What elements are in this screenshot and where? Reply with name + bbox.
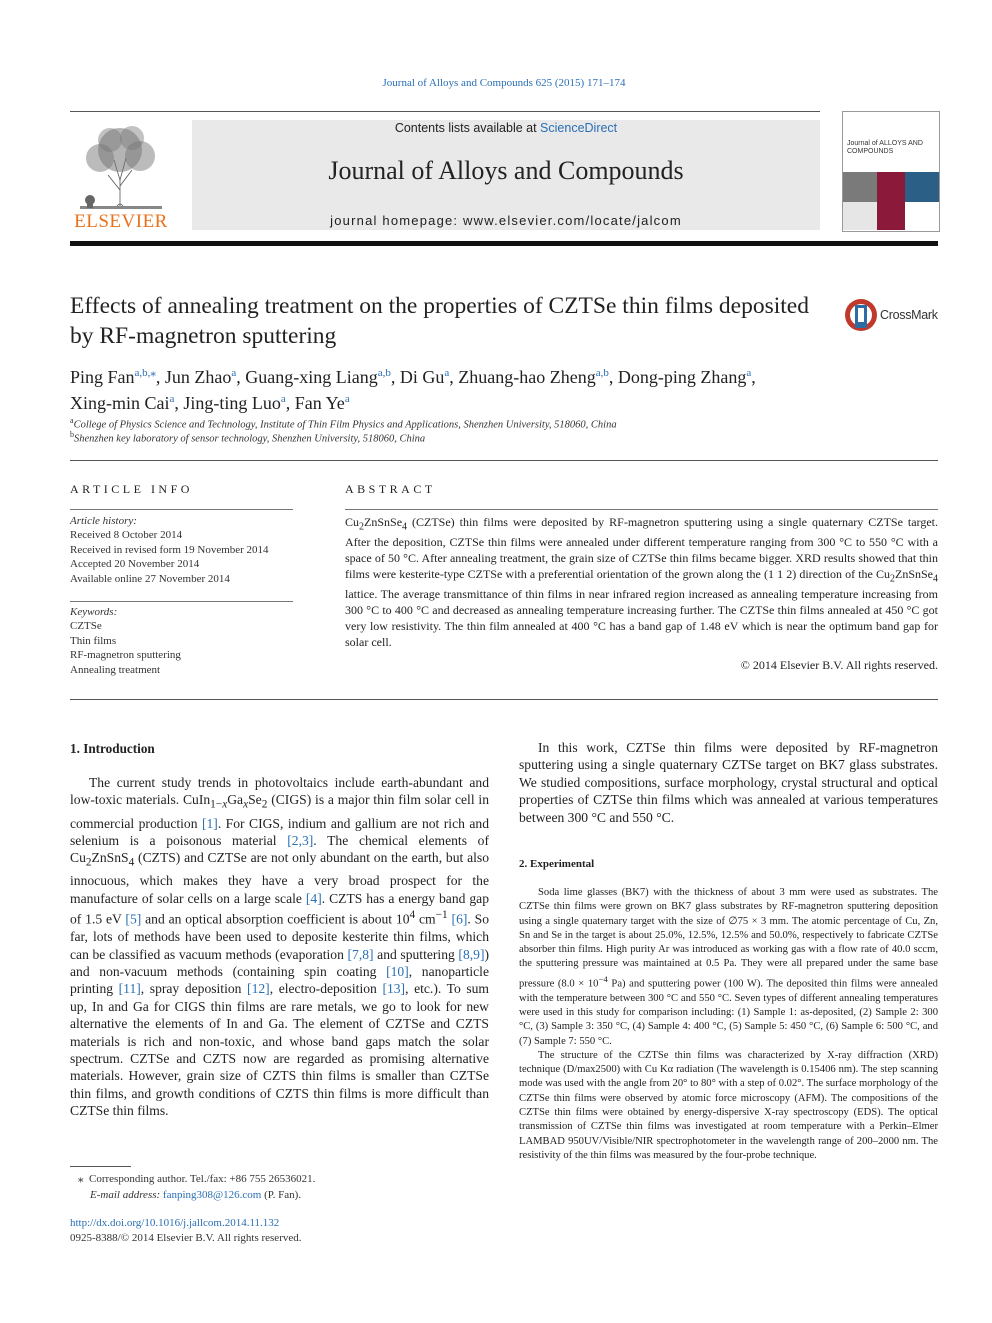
keyword[interactable]: CZTSe	[70, 620, 102, 633]
keywords-rule	[70, 601, 293, 602]
keyword[interactable]: Annealing treatment	[70, 663, 161, 676]
author[interactable]: Zhuang-hao Zheng$^{a,b}$,	[458, 367, 618, 387]
abstract-rule	[345, 509, 938, 510]
author[interactable]: Dong-ping Zhang$^a$,	[617, 367, 756, 387]
journal-homepage[interactable]: journal homepage: www.elsevier.com/locate/jalcom	[330, 213, 682, 228]
author[interactable]: Guang-xing Liang$^{a,b}$,	[245, 367, 400, 387]
cover-title: Journal of ALLOYS AND COMPOUNDS	[847, 140, 923, 155]
cover-block	[843, 172, 877, 202]
introduction-heading: 1. Introduction	[70, 741, 155, 756]
author[interactable]: Xing-min Cai$^a$,	[70, 393, 184, 413]
history-item: Received in revised form 19 November 2014	[70, 543, 269, 556]
keyword[interactable]: RF-magnetron sputtering	[70, 649, 181, 662]
footnote-rule	[70, 1166, 131, 1167]
section-rule	[70, 460, 938, 461]
body-rule	[70, 699, 938, 700]
author[interactable]: Jing-ting Luo$^a$,	[183, 393, 295, 413]
introduction-text: The current study trends in photovoltaics include earth-abundant and low-toxic materials. $CuIn_{1-x}Ga_xSe_2$ (CIGS) is a major thin film solar cell in commercial production [1]. For CIGS, indium and gallium are not rich and selenium is a poisonous material [2,3]. The chemical elements of $Cu_2ZnSnS_4$ (CZTS) and CZTSe are not only abundant on the earth, but also innocuous, which makes they have a very broad prospect for the manufacture of solar cells on a large scale [4]. CZTS has a energy band gap of 1.5 eV [5] and an optical absorption coefficient is about $10^4$ $cm^{-1}$ [6]. So far, lots of methods have been used to deposite kesterite thin films, which can be classified as vacuum methods (evaporation [7,8] and sputtering [8,9]) and non-vacuum methods (containing spin coating [10], nanoparticle printing [11], spray deposition [12], electro-deposition [13], etc.). To sum up, In and Ga for CIGS thin films are rare metals, we go to look for new alternative the elements of In and Ga. The element of CZTSe and CZTS materials is rich and non-toxic, and whose band gaps match the solar spectrum. CZTSe and CZTS now are regarded as promising alternative materials. However, grain size of CZTS thin films is smaller than CZTSe thin films, and growth conditions of CZTS thin films is more difficult than CZTSe thin films.	[70, 775, 490, 1119]
history-item: Available online 27 November 2014	[70, 572, 230, 585]
keyword[interactable]: Thin films	[70, 634, 117, 647]
author[interactable]: Jun Zhao$^a$,	[164, 367, 246, 387]
experimental-heading: 2. Experimental	[519, 858, 595, 870]
header-bottom-rule	[70, 241, 938, 246]
journal-title: Journal of Alloys and Compounds	[328, 156, 684, 185]
history-item: Received 8 October 2014	[70, 529, 183, 542]
crossmark-icon[interactable]	[844, 298, 878, 332]
author-list	[70, 362, 890, 414]
article-title: Effects of annealing treatment on the properties of CZTSe thin films deposited by RF-magnetron sputtering	[70, 293, 809, 349]
sciencedirect-link[interactable]: ScienceDirect	[540, 121, 618, 135]
doi-link[interactable]: http://dx.doi.org/10.1016/j.jallcom.2014.11.132	[70, 1217, 280, 1229]
abstract-label: ABSTRACT	[345, 482, 436, 496]
contents-prefix: Contents lists available at	[394, 121, 541, 135]
author[interactable]: Fan Ye$^a$	[294, 393, 350, 413]
cover-block	[905, 172, 939, 202]
abstract-text: $Cu_2ZnSnSe_4$ (CZTSe) thin films were deposited by RF-magnetron sputtering using a single quaternary CZTSe target. After the deposition, CZTSe thin films were annealed under different temperature ranging from 300 °C to 550 °C with a space of 50 °C. After annealing treatment, the grain size of CZTSe thin films became bigger. XRD results showed that thin films were kesterite-type CZTSe with a preferential orientation of the grown along the (1 1 2) direction of the $Cu_2ZnSnSe_4$ lattice. The average transmittance of thin films in near infrared region increased as annealing temperature increasing from 300 °C to 400 °C and decreased as annealing temperature increasing further. The CZTSe thin films annealed at 450 °C got very low resistivity. The thin film annealed at 400 °C has a band gap of 1.48 eV which is near the optimum band gap for solar cell.	[345, 515, 938, 650]
corresponding-author-footnote: ⁎ Corresponding author. Tel./fax: +86 755 26536021. E-mail address: fanping308@126.com (P. Fan).	[78, 1173, 316, 1201]
author-email-link[interactable]: fanping308@126.com	[162, 1189, 262, 1201]
keywords: Keywords: CZTSe Thin films RF-magnetron sputtering Annealing treatment	[70, 605, 300, 677]
issn-line: 0925-8388/© 2014 Elsevier B.V. All rights reserved.	[70, 1232, 302, 1244]
author[interactable]: Di Gu$^a$,	[399, 367, 459, 387]
elsevier-wordmark: ELSEVIER	[74, 211, 168, 232]
author[interactable]: Ping Fan$^{a,b,⁎}$,	[70, 367, 165, 387]
journal-reference-link[interactable]: Journal of Alloys and Compounds 625 (2015) 171–174	[382, 77, 626, 89]
contents-availability-line	[192, 121, 820, 135]
article-info-label: ARTICLE INFO	[70, 482, 193, 496]
copyright-notice: © 2014 Elsevier B.V. All rights reserved.	[740, 658, 938, 672]
header-top-rule	[70, 111, 820, 112]
crossmark-label[interactable]: CrossMark	[880, 308, 938, 322]
introduction-continued: In this work, CZTSe thin films were deposited by RF-magnetron sputtering using a single quaternary CZTSe target on BK7 glass substrates. We studied compositions, surface morphology, crystal structural and optical properties of CZTSe thin films which was annealed at various temperatures between 300 °C and 550 °C.	[519, 740, 938, 825]
affiliation-a: $^a$College of Physics Science and Technology, Institute of Thin Film Physics and Applications, Shenzhen University, 518060, China	[70, 416, 617, 431]
cover-block	[843, 202, 877, 230]
cover-block	[877, 172, 905, 230]
article-history: Article history: Received 8 October 2014 Received in revised form 19 November 2014 Accepted 20 November 2014 Available online 27 November 2014	[70, 514, 300, 586]
affiliation-b: $^b$Shenzhen key laboratory of sensor technology, Shenzhen University, 518060, China	[70, 430, 426, 445]
doi-block	[70, 1216, 490, 1246]
history-item: Accepted 20 November 2014	[70, 558, 200, 571]
experimental-text: Soda lime glasses (BK7) with the thickness of about 3 mm were used as substrates. The CZTSe thin films were grown on BK7 glass substrates by RF-magnetron sputtering deposition using a single quaternary target with the size of ∅75 × 3 mm. The atomic percentage of Cu, Zn, Sn and Se in the target is about 25.0%, 12.5%, 12.5% and 50.0%, respectively to fabricate CZTSe absorber thin films. High purity Ar was introduced as working gas with a flow rate of 40.0 sccm, the sputtering pressure was maintained at 0.5 Pa. They were all prepared under the same base pressure ($8.0 \times 10^{-4}$ Pa) and sputtering power (100 W). The deposited thin films were annealed with the temperature between 300 °C and 550 °C. Seven types of different annealing temperatures were used in this study for comparison including: (1) Sample 1: as-deposited, (2) Sample 2: 300 °C, (3) Sample 3: 350 °C, (4) Sample 4: 400 °C, (5) Sample 5: 450 °C, (6) Sample 6: 500 °C, and (7) Sample 7: 550 °C. The structure of the CZTSe thin films was characterized by X-ray diffraction (XRD) technique (D/max2500) with Cu Kα radiation (The wavelength is 0.15406 nm). The step scanning mode was used with the angle from 20° to 80° with a step of 0.02°. The surface morphology of the CZTSe thin films were observed by atomic force microscopy (AFM). The compositions of the CZTSe thin films were obtained by energy-dispersive X-ray spectroscopy (EDS). The optical transmission of CZTSe thin films was investigated at room temperature with a Perkin–Elmer LAMBAD 950UV/Visible/NIR spectrophotometer in the wavelength range of 200–2000 nm. The resistivity of the thin films was measured by the four-probe technique.	[519, 887, 938, 1161]
journal-cover-thumbnail[interactable]	[842, 111, 940, 232]
article-info-rule	[70, 509, 293, 510]
